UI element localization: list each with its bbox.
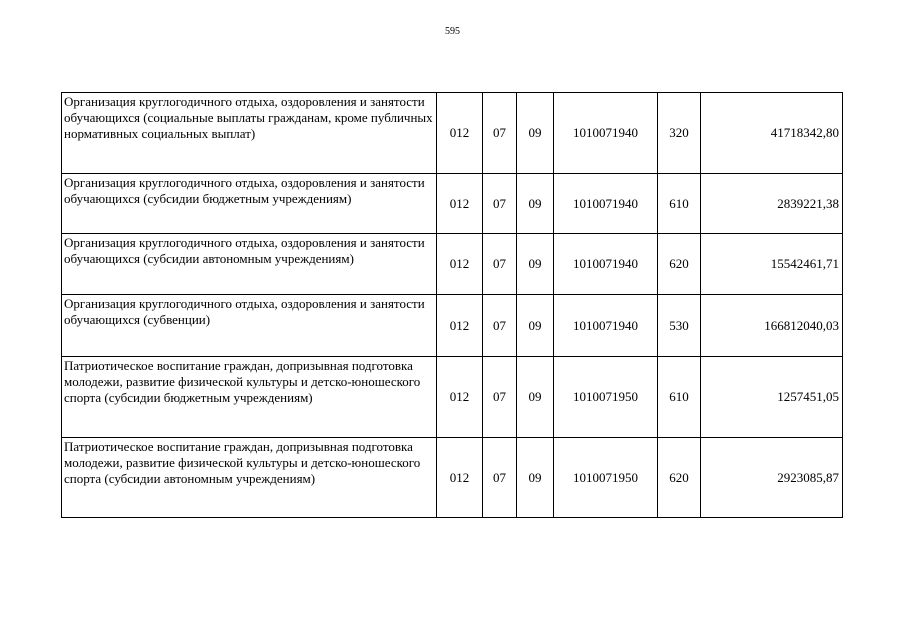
row-subsection-code: 09 bbox=[517, 438, 554, 518]
row-expense-type-code: 620 bbox=[658, 438, 701, 518]
budget-table bbox=[61, 92, 843, 518]
row-section-code: 07 bbox=[483, 93, 517, 174]
table-row bbox=[62, 234, 843, 295]
row-expense-type-code: 610 bbox=[658, 357, 701, 438]
row-amount: 1257451,05 bbox=[701, 357, 843, 438]
row-subsection-code: 09 bbox=[517, 357, 554, 438]
row-grbs-code: 012 bbox=[437, 93, 483, 174]
row-grbs-code: 012 bbox=[437, 295, 483, 357]
row-section-code: 07 bbox=[483, 357, 517, 438]
row-name: Организация круглогодичного отдыха, оздоровления и занятости обучающихся (социальные выплаты гражданам, кроме публичных нормативных социальных выплат) bbox=[62, 93, 437, 174]
row-name: Организация круглогодичного отдыха, оздоровления и занятости обучающихся (субсидии автономным учреждениям) bbox=[62, 234, 437, 295]
row-section-code: 07 bbox=[483, 438, 517, 518]
row-section-code: 07 bbox=[483, 295, 517, 357]
row-section-code: 07 bbox=[483, 174, 517, 234]
page-number: 595 bbox=[445, 26, 460, 37]
row-expense-type-code: 610 bbox=[658, 174, 701, 234]
table-row bbox=[62, 93, 843, 174]
row-name: Организация круглогодичного отдыха, оздоровления и занятости обучающихся (субсидии бюджетным учреждениям) bbox=[62, 174, 437, 234]
row-expense-type-code: 530 bbox=[658, 295, 701, 357]
row-amount: 2923085,87 bbox=[701, 438, 843, 518]
row-expense-type-code: 320 bbox=[658, 93, 701, 174]
row-grbs-code: 012 bbox=[437, 234, 483, 295]
row-target-article-code: 1010071950 bbox=[554, 438, 658, 518]
row-name: Организация круглогодичного отдыха, оздоровления и занятости обучающихся (субвенции) bbox=[62, 295, 437, 357]
budget-table-body bbox=[62, 93, 843, 518]
row-amount: 166812040,03 bbox=[701, 295, 843, 357]
row-subsection-code: 09 bbox=[517, 174, 554, 234]
row-subsection-code: 09 bbox=[517, 93, 554, 174]
row-target-article-code: 1010071950 bbox=[554, 357, 658, 438]
row-name: Патриотическое воспитание граждан, допризывная подготовка молодежи, развитие физической культуры и детско-юношеского спорта (субсидии бюджетным учреждениям) bbox=[62, 357, 437, 438]
row-name: Патриотическое воспитание граждан, допризывная подготовка молодежи, развитие физической культуры и детско-юношеского спорта (субсидии автономным учреждениям) bbox=[62, 438, 437, 518]
row-subsection-code: 09 bbox=[517, 234, 554, 295]
table-row bbox=[62, 295, 843, 357]
table-row bbox=[62, 438, 843, 518]
table-row bbox=[62, 174, 843, 234]
row-amount: 15542461,71 bbox=[701, 234, 843, 295]
row-amount: 2839221,38 bbox=[701, 174, 843, 234]
row-target-article-code: 1010071940 bbox=[554, 234, 658, 295]
row-subsection-code: 09 bbox=[517, 295, 554, 357]
row-grbs-code: 012 bbox=[437, 174, 483, 234]
row-target-article-code: 1010071940 bbox=[554, 174, 658, 234]
row-expense-type-code: 620 bbox=[658, 234, 701, 295]
row-grbs-code: 012 bbox=[437, 357, 483, 438]
row-target-article-code: 1010071940 bbox=[554, 93, 658, 174]
row-target-article-code: 1010071940 bbox=[554, 295, 658, 357]
row-section-code: 07 bbox=[483, 234, 517, 295]
row-amount: 41718342,80 bbox=[701, 93, 843, 174]
row-grbs-code: 012 bbox=[437, 438, 483, 518]
table-row bbox=[62, 357, 843, 438]
